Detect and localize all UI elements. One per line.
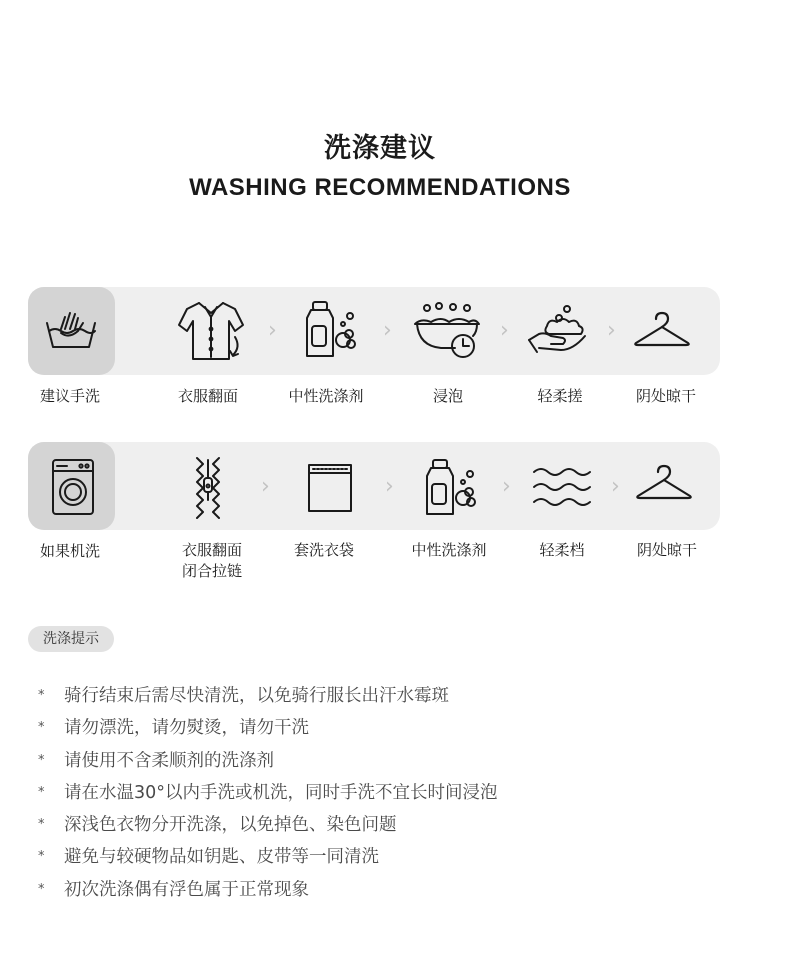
tips-badge: 洗涤提示 [28, 626, 114, 652]
step-arrow-icon: › [385, 474, 394, 499]
step-label: 套洗衣袋 [293, 541, 354, 559]
step-label: 衣服翻面 [177, 387, 238, 405]
hand-wash-basin-icon [45, 307, 97, 353]
step-arrow-icon: › [261, 474, 270, 499]
hanger-icon [632, 311, 692, 351]
step-label: 中性洗涤剂 [288, 387, 364, 405]
step-label: 阴处晾干 [636, 541, 697, 559]
step-arrow-icon: › [607, 318, 616, 343]
gentle-rub-hand-icon [527, 304, 589, 358]
step-label: 轻柔档 [539, 541, 585, 559]
soak-basin-timer-icon [413, 302, 483, 360]
step-label: 轻柔搓 [537, 387, 583, 405]
bullet-star-icon: * [38, 752, 45, 768]
washing-machine-icon [51, 458, 95, 516]
bullet-star-icon: * [38, 720, 45, 736]
step-arrow-icon: › [383, 318, 392, 343]
list-item: * 请使用不含柔顺剂的洗涤剂 [38, 745, 498, 777]
bullet-star-icon: * [38, 688, 45, 703]
list-item: * 请勿漂洗，请勿熨烫，请勿干洗 [38, 712, 498, 744]
page-title-en: WASHING RECOMMENDATIONS [189, 174, 571, 201]
list-item: * 深浅色衣物分开洗涤，以免掉色、染色问题 [38, 809, 498, 841]
step-label: 建议手洗 [39, 387, 100, 405]
step-label: 如果机洗 [39, 542, 100, 560]
page-title-cn: 洗涤建议 [324, 133, 436, 164]
list-item: * 骑行结束后需尽快清洗，以免骑行服长出汗水霉斑 [38, 680, 498, 712]
step-label: 衣服翻面 闭合拉链 [181, 541, 242, 580]
detergent-bottle-icon [303, 300, 359, 360]
detergent-bottle-icon [423, 458, 479, 518]
hanger-icon [634, 464, 694, 504]
step-label: 中性洗涤剂 [411, 541, 487, 559]
shirt-inside-out-icon [177, 299, 247, 363]
step-arrow-icon: › [502, 474, 511, 499]
list-item: * 避免与较硬物品如钥匙、皮带等一同清洗 [38, 841, 498, 873]
bullet-star-icon: * [38, 849, 45, 865]
step-arrow-icon: › [611, 474, 620, 499]
list-item: * 请在水温30°以内手洗或机洗，同时手洗不宜长时间浸泡 [38, 777, 498, 809]
zipper-icon [193, 456, 223, 520]
bullet-star-icon: * [38, 881, 45, 897]
step-label: 浸泡 [432, 387, 463, 405]
laundry-bag-icon [307, 463, 353, 513]
hand-wash-steps-band [28, 287, 720, 375]
step-arrow-icon: › [268, 318, 277, 343]
bullet-star-icon: * [38, 784, 45, 800]
bullet-star-icon: * [38, 817, 45, 833]
list-item: * 初次洗涤偶有浮色属于正常现象 [38, 874, 498, 906]
tips-list [38, 680, 498, 906]
step-arrow-icon: › [500, 318, 509, 343]
gentle-wave-icon [532, 466, 592, 508]
step-label: 阴处晾干 [635, 387, 696, 405]
